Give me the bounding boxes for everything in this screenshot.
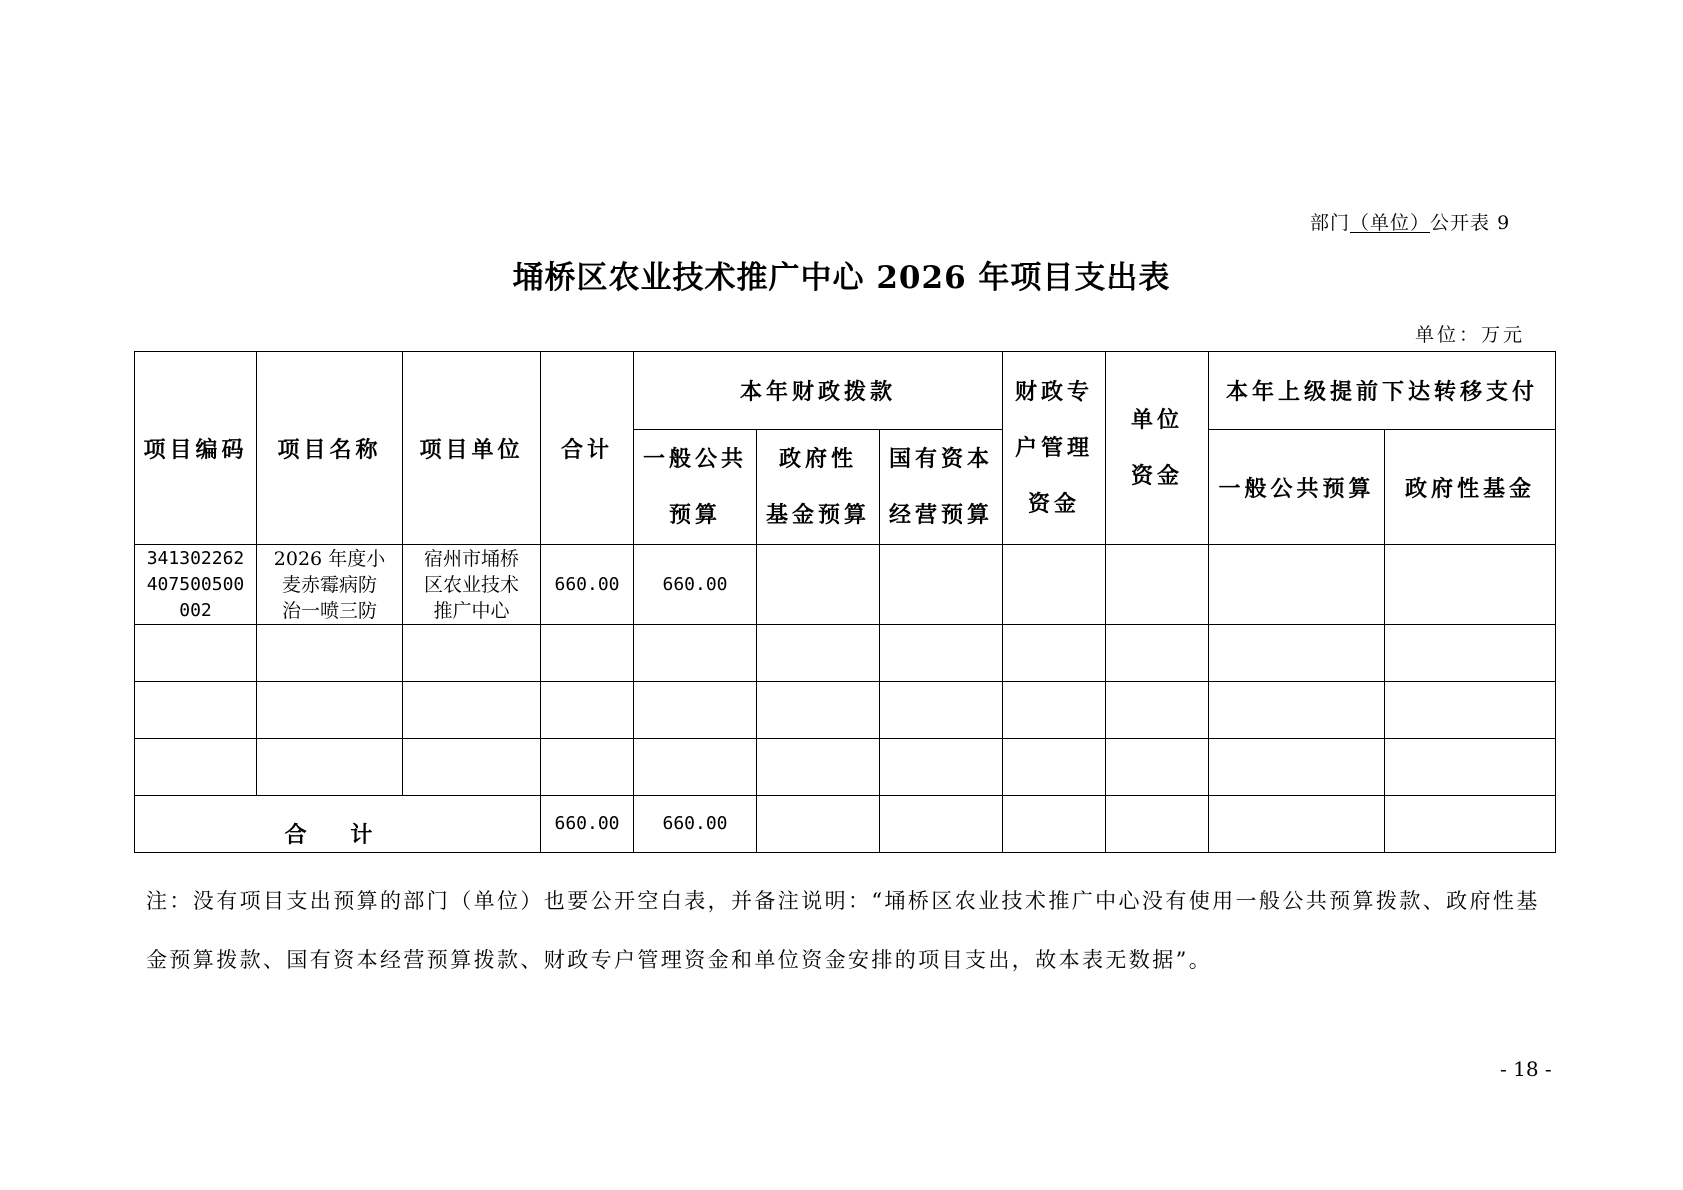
col-header-name: 项目名称 xyxy=(257,352,403,545)
unit-label: 单位：万元 xyxy=(1415,324,1526,346)
page-number: - 18 - xyxy=(1500,1057,1552,1081)
cell-project-code xyxy=(135,545,257,625)
project-unit-line-3: 推广中心 xyxy=(433,599,510,622)
project-expenditure-table xyxy=(134,351,1556,853)
project-name-line-3: 治一喷三防 xyxy=(281,599,377,622)
special-account-line-1: 财政专 xyxy=(1015,379,1094,405)
state-capital-line-2: 经营预算 xyxy=(889,502,994,528)
col-header-total: 合计 xyxy=(541,352,634,545)
page-title: 埇桥区农业技术推广中心 2026 年项目支出表 xyxy=(512,260,1171,296)
form-label-suffix: 公开表 9 xyxy=(1430,212,1511,234)
total-row xyxy=(135,796,1556,853)
col-header-state-capital xyxy=(880,430,1003,545)
special-account-line-2: 户管理 xyxy=(1015,435,1094,461)
empty-table-row xyxy=(135,739,1556,796)
project-code-line-1: 341302262 xyxy=(146,547,245,569)
project-unit-line-1: 宿州市埇桥 xyxy=(423,547,519,570)
empty-table-row xyxy=(135,682,1556,739)
col-header-fiscal-group: 本年财政拨款 xyxy=(634,352,1003,430)
form-label xyxy=(1310,208,1510,235)
footnote: 注：没有项目支出预算的部门（单位）也要公开空白表，并备注说明：“埇桥区农业技术推广中心没有使用一般公共预算拨款、政府性基金预算拨款、国有资本经营预算拨款、财政专户管理资金和单位资金安排的项目支出，故本表无数据”。 xyxy=(146,889,1540,972)
cell-project-name xyxy=(257,545,403,625)
col-header-special-account xyxy=(1003,352,1106,545)
table-row xyxy=(135,545,1556,625)
col-header-general-budget xyxy=(634,430,757,545)
cell-general-budget: 660.00 xyxy=(634,545,757,625)
total-row-label: 合 计 xyxy=(135,796,541,853)
col-header-unit: 项目单位 xyxy=(403,352,541,545)
state-capital-line-1: 国有资本 xyxy=(889,446,994,472)
cell-project-unit xyxy=(403,545,541,625)
unit-funds-line-1: 单位 xyxy=(1131,407,1184,433)
col-header-transfer-gov-fund: 政府性基金 xyxy=(1385,430,1556,545)
col-header-gov-fund xyxy=(757,430,880,545)
form-label-prefix: 部门 xyxy=(1310,212,1351,234)
general-budget-line-1: 一般公共 xyxy=(642,446,747,472)
project-unit-line-2: 区农业技术 xyxy=(423,573,519,596)
col-header-unit-funds xyxy=(1106,352,1209,545)
total-row-general-budget: 660.00 xyxy=(634,796,757,853)
cell-unit-funds xyxy=(1106,545,1209,625)
unit-funds-line-2: 资金 xyxy=(1131,463,1184,489)
cell-transfer-gov-fund xyxy=(1385,545,1556,625)
cell-state-capital xyxy=(880,545,1003,625)
col-header-code: 项目编码 xyxy=(135,352,257,545)
form-label-paren: （单位） xyxy=(1350,212,1431,234)
project-name-line-2: 麦赤霉病防 xyxy=(281,573,377,596)
special-account-line-3: 资金 xyxy=(1028,491,1081,517)
header-row-1 xyxy=(135,352,1556,430)
empty-table-row xyxy=(135,625,1556,682)
gov-fund-line-1: 政府性 xyxy=(778,446,857,472)
general-budget-line-2: 预算 xyxy=(668,502,721,528)
cell-special-account xyxy=(1003,545,1106,625)
cell-transfer-general xyxy=(1209,545,1385,625)
cell-total: 660.00 xyxy=(541,545,634,625)
project-name-line-1: 2026 年度小 xyxy=(273,547,386,570)
total-row-total: 660.00 xyxy=(541,796,634,853)
cell-gov-fund xyxy=(757,545,880,625)
project-code-line-2: 407500500 xyxy=(146,573,245,595)
col-header-transfer-general: 一般公共预算 xyxy=(1209,430,1385,545)
col-header-transfer-group: 本年上级提前下达转移支付 xyxy=(1209,352,1556,430)
gov-fund-line-2: 基金预算 xyxy=(765,502,870,528)
project-code-line-3: 002 xyxy=(179,599,212,621)
